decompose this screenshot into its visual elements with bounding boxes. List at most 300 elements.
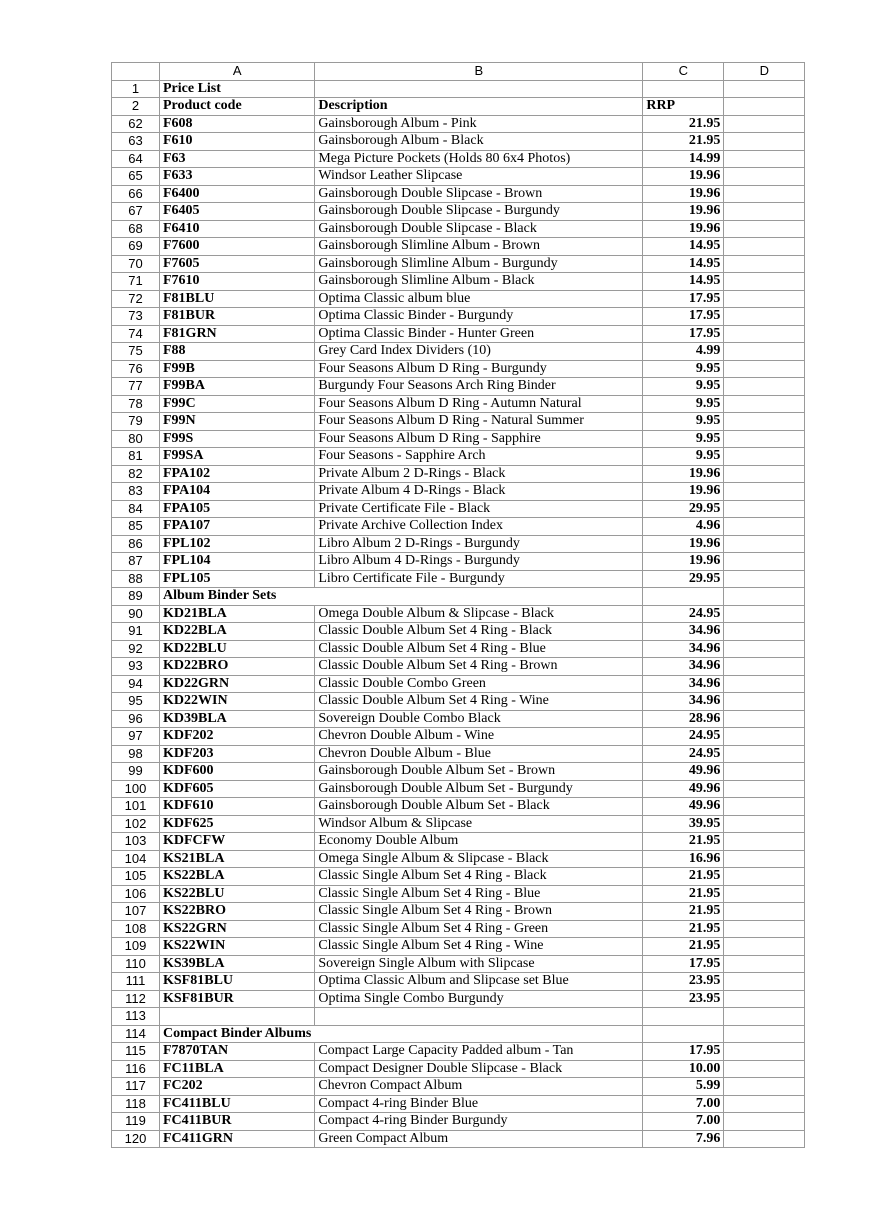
rrp-cell[interactable]: 19.96 bbox=[643, 203, 724, 221]
row-number[interactable]: 107 bbox=[112, 903, 160, 921]
product-code-cell[interactable]: F99B bbox=[160, 360, 315, 378]
product-code-cell[interactable]: F6405 bbox=[160, 203, 315, 221]
rrp-cell[interactable]: 49.96 bbox=[643, 780, 724, 798]
row-number[interactable]: 78 bbox=[112, 395, 160, 413]
product-code-cell[interactable]: KD39BLA bbox=[160, 710, 315, 728]
product-code-cell[interactable]: KDF600 bbox=[160, 763, 315, 781]
product-code-cell[interactable]: KS22BRO bbox=[160, 903, 315, 921]
row-number[interactable]: 119 bbox=[112, 1113, 160, 1131]
row-number[interactable]: 101 bbox=[112, 798, 160, 816]
product-code-cell[interactable]: F81BLU bbox=[160, 290, 315, 308]
product-code-cell[interactable]: F99SA bbox=[160, 448, 315, 466]
description-cell[interactable]: Chevron Double Album - Wine bbox=[315, 728, 643, 746]
product-code-cell[interactable]: FC411BUR bbox=[160, 1113, 315, 1131]
product-code-cell[interactable]: F99S bbox=[160, 430, 315, 448]
cell[interactable] bbox=[724, 168, 805, 186]
description-cell[interactable]: Omega Single Album & Slipcase - Black bbox=[315, 850, 643, 868]
row-number[interactable]: 66 bbox=[112, 185, 160, 203]
rrp-cell[interactable]: 34.96 bbox=[643, 623, 724, 641]
cell[interactable] bbox=[724, 903, 805, 921]
rrp-cell[interactable]: 24.95 bbox=[643, 745, 724, 763]
cell[interactable] bbox=[724, 378, 805, 396]
row-number[interactable]: 70 bbox=[112, 255, 160, 273]
cell[interactable] bbox=[724, 955, 805, 973]
product-code-cell[interactable]: F7605 bbox=[160, 255, 315, 273]
cell[interactable] bbox=[724, 920, 805, 938]
cell[interactable] bbox=[724, 185, 805, 203]
product-code-cell[interactable]: KS22WIN bbox=[160, 938, 315, 956]
cell[interactable] bbox=[724, 728, 805, 746]
cell[interactable] bbox=[724, 290, 805, 308]
row-number[interactable]: 82 bbox=[112, 465, 160, 483]
row-number[interactable]: 94 bbox=[112, 675, 160, 693]
cell[interactable] bbox=[724, 570, 805, 588]
cell[interactable] bbox=[724, 1008, 805, 1026]
description-cell[interactable]: Classic Single Album Set 4 Ring - Green bbox=[315, 920, 643, 938]
rrp-cell[interactable]: 39.95 bbox=[643, 815, 724, 833]
rrp-header[interactable]: RRP bbox=[643, 98, 724, 116]
cell[interactable] bbox=[724, 500, 805, 518]
row-number[interactable]: 2 bbox=[112, 98, 160, 116]
rrp-cell[interactable]: 28.96 bbox=[643, 710, 724, 728]
row-number[interactable]: 77 bbox=[112, 378, 160, 396]
cell[interactable] bbox=[724, 360, 805, 378]
description-cell[interactable]: Libro Album 2 D-Rings - Burgundy bbox=[315, 535, 643, 553]
row-number[interactable]: 114 bbox=[112, 1025, 160, 1043]
price-list-title[interactable]: Price List bbox=[160, 80, 315, 98]
description-cell[interactable]: Four Seasons Album D Ring - Sapphire bbox=[315, 430, 643, 448]
cell[interactable] bbox=[724, 710, 805, 728]
cell[interactable] bbox=[724, 238, 805, 256]
row-number[interactable]: 89 bbox=[112, 588, 160, 606]
description-cell[interactable]: Mega Picture Pockets (Holds 80 6x4 Photos) bbox=[315, 150, 643, 168]
cell[interactable] bbox=[315, 1025, 643, 1043]
cell[interactable] bbox=[724, 203, 805, 221]
product-code-cell[interactable]: KDF605 bbox=[160, 780, 315, 798]
rrp-cell[interactable]: 21.95 bbox=[643, 868, 724, 886]
description-cell[interactable]: Compact Designer Double Slipcase - Black bbox=[315, 1060, 643, 1078]
column-header-d[interactable]: D bbox=[724, 63, 805, 81]
product-code-cell[interactable]: FPL104 bbox=[160, 553, 315, 571]
column-header-a[interactable]: A bbox=[160, 63, 315, 81]
row-number[interactable]: 115 bbox=[112, 1043, 160, 1061]
product-code-cell[interactable]: KD22BLA bbox=[160, 623, 315, 641]
rrp-cell[interactable]: 34.96 bbox=[643, 640, 724, 658]
rrp-cell[interactable]: 7.96 bbox=[643, 1130, 724, 1148]
cell[interactable] bbox=[724, 850, 805, 868]
product-code-cell[interactable]: F99BA bbox=[160, 378, 315, 396]
rrp-cell[interactable]: 9.95 bbox=[643, 430, 724, 448]
cell[interactable] bbox=[724, 1060, 805, 1078]
cell[interactable] bbox=[724, 465, 805, 483]
description-cell[interactable]: Four Seasons - Sapphire Arch bbox=[315, 448, 643, 466]
row-number[interactable]: 76 bbox=[112, 360, 160, 378]
rrp-cell[interactable]: 10.00 bbox=[643, 1060, 724, 1078]
description-cell[interactable]: Classic Double Album Set 4 Ring - Blue bbox=[315, 640, 643, 658]
description-header[interactable]: Description bbox=[315, 98, 643, 116]
cell[interactable] bbox=[724, 1078, 805, 1096]
product-code-cell[interactable]: KDF625 bbox=[160, 815, 315, 833]
row-number[interactable]: 120 bbox=[112, 1130, 160, 1148]
description-cell[interactable]: Optima Classic Album and Slipcase set Blue bbox=[315, 973, 643, 991]
row-number[interactable]: 92 bbox=[112, 640, 160, 658]
description-cell[interactable]: Gainsborough Slimline Album - Burgundy bbox=[315, 255, 643, 273]
description-cell[interactable]: Classic Single Album Set 4 Ring - Black bbox=[315, 868, 643, 886]
rrp-cell[interactable]: 49.96 bbox=[643, 763, 724, 781]
column-header-b[interactable]: B bbox=[315, 63, 643, 81]
row-number[interactable]: 67 bbox=[112, 203, 160, 221]
description-cell[interactable]: Four Seasons Album D Ring - Autumn Natural bbox=[315, 395, 643, 413]
cell[interactable] bbox=[724, 395, 805, 413]
cell[interactable] bbox=[724, 133, 805, 151]
row-number[interactable]: 68 bbox=[112, 220, 160, 238]
product-code-cell[interactable]: FPL105 bbox=[160, 570, 315, 588]
cell[interactable] bbox=[724, 605, 805, 623]
row-number[interactable]: 62 bbox=[112, 115, 160, 133]
cell[interactable] bbox=[724, 588, 805, 606]
description-cell[interactable]: Classic Double Album Set 4 Ring - Brown bbox=[315, 658, 643, 676]
product-code-cell[interactable]: FC11BLA bbox=[160, 1060, 315, 1078]
product-code-cell[interactable]: F6400 bbox=[160, 185, 315, 203]
description-cell[interactable]: Gainsborough Album - Black bbox=[315, 133, 643, 151]
cell[interactable] bbox=[643, 80, 724, 98]
rrp-cell[interactable]: 9.95 bbox=[643, 413, 724, 431]
product-code-cell[interactable]: KDF202 bbox=[160, 728, 315, 746]
cell[interactable] bbox=[724, 763, 805, 781]
cell[interactable] bbox=[724, 80, 805, 98]
product-code-cell[interactable]: F6410 bbox=[160, 220, 315, 238]
product-code-cell[interactable]: KDF610 bbox=[160, 798, 315, 816]
row-number[interactable]: 90 bbox=[112, 605, 160, 623]
description-cell[interactable]: Classic Double Album Set 4 Ring - Black bbox=[315, 623, 643, 641]
row-number[interactable]: 113 bbox=[112, 1008, 160, 1026]
row-number[interactable]: 80 bbox=[112, 430, 160, 448]
description-cell[interactable]: Green Compact Album bbox=[315, 1130, 643, 1148]
row-number[interactable]: 118 bbox=[112, 1095, 160, 1113]
product-code-cell[interactable]: KD22BLU bbox=[160, 640, 315, 658]
description-cell[interactable]: Sovereign Double Combo Black bbox=[315, 710, 643, 728]
product-code-cell[interactable]: KD21BLA bbox=[160, 605, 315, 623]
row-number[interactable]: 108 bbox=[112, 920, 160, 938]
row-number[interactable]: 87 bbox=[112, 553, 160, 571]
row-number[interactable]: 116 bbox=[112, 1060, 160, 1078]
description-cell[interactable]: Gainsborough Slimline Album - Brown bbox=[315, 238, 643, 256]
cell[interactable] bbox=[724, 833, 805, 851]
product-code-cell[interactable]: KSF81BLU bbox=[160, 973, 315, 991]
rrp-cell[interactable]: 7.00 bbox=[643, 1113, 724, 1131]
row-number[interactable]: 71 bbox=[112, 273, 160, 291]
section-title[interactable]: Album Binder Sets bbox=[160, 588, 315, 606]
row-number[interactable]: 64 bbox=[112, 150, 160, 168]
row-number[interactable]: 84 bbox=[112, 500, 160, 518]
description-cell[interactable]: Optima Single Combo Burgundy bbox=[315, 990, 643, 1008]
product-code-cell[interactable]: KS39BLA bbox=[160, 955, 315, 973]
product-code-cell[interactable]: FC411BLU bbox=[160, 1095, 315, 1113]
product-code-cell[interactable]: F7600 bbox=[160, 238, 315, 256]
column-header-c[interactable]: C bbox=[643, 63, 724, 81]
cell[interactable] bbox=[724, 938, 805, 956]
rrp-cell[interactable]: 19.96 bbox=[643, 483, 724, 501]
rrp-cell[interactable]: 29.95 bbox=[643, 500, 724, 518]
cell[interactable] bbox=[724, 693, 805, 711]
product-code-header[interactable]: Product code bbox=[160, 98, 315, 116]
description-cell[interactable]: Optima Classic album blue bbox=[315, 290, 643, 308]
rrp-cell[interactable]: 21.95 bbox=[643, 903, 724, 921]
rrp-cell[interactable]: 4.99 bbox=[643, 343, 724, 361]
product-code-cell[interactable]: F7610 bbox=[160, 273, 315, 291]
description-cell[interactable]: Gainsborough Double Album Set - Black bbox=[315, 798, 643, 816]
rrp-cell[interactable]: 21.95 bbox=[643, 920, 724, 938]
corner-cell[interactable] bbox=[112, 63, 160, 81]
product-code-cell[interactable]: F88 bbox=[160, 343, 315, 361]
description-cell[interactable]: Optima Classic Binder - Burgundy bbox=[315, 308, 643, 326]
description-cell[interactable]: Grey Card Index Dividers (10) bbox=[315, 343, 643, 361]
cell[interactable] bbox=[724, 973, 805, 991]
cell[interactable] bbox=[315, 588, 643, 606]
description-cell[interactable]: Economy Double Album bbox=[315, 833, 643, 851]
row-number[interactable]: 93 bbox=[112, 658, 160, 676]
description-cell[interactable]: Libro Album 4 D-Rings - Burgundy bbox=[315, 553, 643, 571]
cell[interactable] bbox=[724, 868, 805, 886]
cell[interactable] bbox=[160, 1008, 315, 1026]
cell[interactable] bbox=[724, 1043, 805, 1061]
description-cell[interactable]: Gainsborough Double Slipcase - Brown bbox=[315, 185, 643, 203]
row-number[interactable]: 69 bbox=[112, 238, 160, 256]
cell[interactable] bbox=[724, 115, 805, 133]
cell[interactable] bbox=[724, 990, 805, 1008]
description-cell[interactable]: Gainsborough Album - Pink bbox=[315, 115, 643, 133]
product-code-cell[interactable]: F608 bbox=[160, 115, 315, 133]
row-number[interactable]: 85 bbox=[112, 518, 160, 536]
cell[interactable] bbox=[724, 885, 805, 903]
rrp-cell[interactable]: 21.95 bbox=[643, 885, 724, 903]
product-code-cell[interactable]: KS22BLA bbox=[160, 868, 315, 886]
cell[interactable] bbox=[724, 1130, 805, 1148]
product-code-cell[interactable]: F633 bbox=[160, 168, 315, 186]
cell[interactable] bbox=[724, 483, 805, 501]
row-number[interactable]: 112 bbox=[112, 990, 160, 1008]
rrp-cell[interactable]: 21.95 bbox=[643, 938, 724, 956]
rrp-cell[interactable]: 21.95 bbox=[643, 133, 724, 151]
row-number[interactable]: 88 bbox=[112, 570, 160, 588]
description-cell[interactable]: Private Album 2 D-Rings - Black bbox=[315, 465, 643, 483]
rrp-cell[interactable]: 24.95 bbox=[643, 605, 724, 623]
description-cell[interactable]: Classic Single Album Set 4 Ring - Wine bbox=[315, 938, 643, 956]
product-code-cell[interactable]: FPA107 bbox=[160, 518, 315, 536]
rrp-cell[interactable]: 17.95 bbox=[643, 308, 724, 326]
rrp-cell[interactable]: 16.96 bbox=[643, 850, 724, 868]
row-number[interactable]: 100 bbox=[112, 780, 160, 798]
rrp-cell[interactable]: 29.95 bbox=[643, 570, 724, 588]
row-number[interactable]: 98 bbox=[112, 745, 160, 763]
row-number[interactable]: 110 bbox=[112, 955, 160, 973]
cell[interactable] bbox=[724, 220, 805, 238]
description-cell[interactable]: Gainsborough Double Slipcase - Burgundy bbox=[315, 203, 643, 221]
product-code-cell[interactable]: KD22BRO bbox=[160, 658, 315, 676]
rrp-cell[interactable]: 9.95 bbox=[643, 378, 724, 396]
cell[interactable] bbox=[724, 98, 805, 116]
rrp-cell[interactable]: 4.96 bbox=[643, 518, 724, 536]
description-cell[interactable]: Libro Certificate File - Burgundy bbox=[315, 570, 643, 588]
rrp-cell[interactable]: 23.95 bbox=[643, 990, 724, 1008]
cell[interactable] bbox=[724, 430, 805, 448]
rrp-cell[interactable]: 34.96 bbox=[643, 658, 724, 676]
product-code-cell[interactable]: F99C bbox=[160, 395, 315, 413]
cell[interactable] bbox=[724, 1025, 805, 1043]
description-cell[interactable]: Classic Single Album Set 4 Ring - Blue bbox=[315, 885, 643, 903]
product-code-cell[interactable]: F99N bbox=[160, 413, 315, 431]
row-number[interactable]: 106 bbox=[112, 885, 160, 903]
cell[interactable] bbox=[724, 623, 805, 641]
description-cell[interactable]: Classic Single Album Set 4 Ring - Brown bbox=[315, 903, 643, 921]
row-number[interactable]: 103 bbox=[112, 833, 160, 851]
row-number[interactable]: 91 bbox=[112, 623, 160, 641]
cell[interactable] bbox=[315, 80, 643, 98]
description-cell[interactable]: Chevron Compact Album bbox=[315, 1078, 643, 1096]
rrp-cell[interactable]: 21.95 bbox=[643, 833, 724, 851]
row-number[interactable]: 117 bbox=[112, 1078, 160, 1096]
description-cell[interactable]: Classic Double Combo Green bbox=[315, 675, 643, 693]
product-code-cell[interactable]: FC411GRN bbox=[160, 1130, 315, 1148]
cell[interactable] bbox=[724, 518, 805, 536]
cell[interactable] bbox=[724, 798, 805, 816]
product-code-cell[interactable]: KD22WIN bbox=[160, 693, 315, 711]
description-cell[interactable]: Private Certificate File - Black bbox=[315, 500, 643, 518]
product-code-cell[interactable]: F81BUR bbox=[160, 308, 315, 326]
product-code-cell[interactable]: FPA105 bbox=[160, 500, 315, 518]
cell[interactable] bbox=[724, 658, 805, 676]
rrp-cell[interactable]: 19.96 bbox=[643, 185, 724, 203]
product-code-cell[interactable]: KDF203 bbox=[160, 745, 315, 763]
product-code-cell[interactable]: KSF81BUR bbox=[160, 990, 315, 1008]
cell[interactable] bbox=[724, 675, 805, 693]
cell[interactable] bbox=[643, 1025, 724, 1043]
rrp-cell[interactable]: 7.00 bbox=[643, 1095, 724, 1113]
description-cell[interactable]: Chevron Double Album - Blue bbox=[315, 745, 643, 763]
row-number[interactable]: 83 bbox=[112, 483, 160, 501]
row-number[interactable]: 105 bbox=[112, 868, 160, 886]
rrp-cell[interactable]: 17.95 bbox=[643, 955, 724, 973]
product-code-cell[interactable]: F610 bbox=[160, 133, 315, 151]
cell[interactable] bbox=[724, 150, 805, 168]
product-code-cell[interactable]: F81GRN bbox=[160, 325, 315, 343]
description-cell[interactable]: Compact 4-ring Binder Blue bbox=[315, 1095, 643, 1113]
row-number[interactable]: 102 bbox=[112, 815, 160, 833]
rrp-cell[interactable]: 24.95 bbox=[643, 728, 724, 746]
cell[interactable] bbox=[643, 588, 724, 606]
row-number[interactable]: 65 bbox=[112, 168, 160, 186]
description-cell[interactable]: Optima Classic Binder - Hunter Green bbox=[315, 325, 643, 343]
description-cell[interactable]: Private Album 4 D-Rings - Black bbox=[315, 483, 643, 501]
product-code-cell[interactable]: KS22GRN bbox=[160, 920, 315, 938]
row-number[interactable]: 111 bbox=[112, 973, 160, 991]
row-number[interactable]: 81 bbox=[112, 448, 160, 466]
description-cell[interactable]: Gainsborough Double Album Set - Burgundy bbox=[315, 780, 643, 798]
rrp-cell[interactable]: 19.96 bbox=[643, 220, 724, 238]
cell[interactable] bbox=[724, 273, 805, 291]
product-code-cell[interactable]: KS21BLA bbox=[160, 850, 315, 868]
row-number[interactable]: 63 bbox=[112, 133, 160, 151]
rrp-cell[interactable]: 17.95 bbox=[643, 1043, 724, 1061]
product-code-cell[interactable]: FPL102 bbox=[160, 535, 315, 553]
rrp-cell[interactable]: 17.95 bbox=[643, 290, 724, 308]
description-cell[interactable]: Windsor Leather Slipcase bbox=[315, 168, 643, 186]
description-cell[interactable]: Omega Double Album & Slipcase - Black bbox=[315, 605, 643, 623]
section-title[interactable]: Compact Binder Albums bbox=[160, 1025, 315, 1043]
rrp-cell[interactable]: 14.95 bbox=[643, 273, 724, 291]
cell[interactable] bbox=[724, 640, 805, 658]
row-number[interactable]: 104 bbox=[112, 850, 160, 868]
rrp-cell[interactable]: 14.99 bbox=[643, 150, 724, 168]
row-number[interactable]: 86 bbox=[112, 535, 160, 553]
cell[interactable] bbox=[724, 255, 805, 273]
rrp-cell[interactable]: 9.95 bbox=[643, 395, 724, 413]
row-number[interactable]: 79 bbox=[112, 413, 160, 431]
row-number[interactable]: 1 bbox=[112, 80, 160, 98]
description-cell[interactable]: Gainsborough Double Slipcase - Black bbox=[315, 220, 643, 238]
product-code-cell[interactable]: KS22BLU bbox=[160, 885, 315, 903]
row-number[interactable]: 97 bbox=[112, 728, 160, 746]
row-number[interactable]: 75 bbox=[112, 343, 160, 361]
row-number[interactable]: 95 bbox=[112, 693, 160, 711]
cell[interactable] bbox=[724, 553, 805, 571]
rrp-cell[interactable]: 9.95 bbox=[643, 360, 724, 378]
cell[interactable] bbox=[724, 413, 805, 431]
description-cell[interactable]: Four Seasons Album D Ring - Burgundy bbox=[315, 360, 643, 378]
cell[interactable] bbox=[724, 780, 805, 798]
description-cell[interactable]: Sovereign Single Album with Slipcase bbox=[315, 955, 643, 973]
description-cell[interactable]: Windsor Album & Slipcase bbox=[315, 815, 643, 833]
rrp-cell[interactable]: 21.95 bbox=[643, 115, 724, 133]
row-number[interactable]: 74 bbox=[112, 325, 160, 343]
rrp-cell[interactable]: 49.96 bbox=[643, 798, 724, 816]
rrp-cell[interactable]: 14.95 bbox=[643, 238, 724, 256]
product-code-cell[interactable]: FC202 bbox=[160, 1078, 315, 1096]
cell[interactable] bbox=[643, 1008, 724, 1026]
cell[interactable] bbox=[724, 343, 805, 361]
rrp-cell[interactable]: 34.96 bbox=[643, 675, 724, 693]
row-number[interactable]: 72 bbox=[112, 290, 160, 308]
rrp-cell[interactable]: 19.96 bbox=[643, 535, 724, 553]
rrp-cell[interactable]: 19.96 bbox=[643, 168, 724, 186]
description-cell[interactable]: Compact 4-ring Binder Burgundy bbox=[315, 1113, 643, 1131]
description-cell[interactable]: Gainsborough Slimline Album - Black bbox=[315, 273, 643, 291]
description-cell[interactable]: Burgundy Four Seasons Arch Ring Binder bbox=[315, 378, 643, 396]
description-cell[interactable]: Compact Large Capacity Padded album - Tan bbox=[315, 1043, 643, 1061]
description-cell[interactable]: Classic Double Album Set 4 Ring - Wine bbox=[315, 693, 643, 711]
rrp-cell[interactable]: 9.95 bbox=[643, 448, 724, 466]
cell[interactable] bbox=[724, 1095, 805, 1113]
row-number[interactable]: 109 bbox=[112, 938, 160, 956]
description-cell[interactable]: Four Seasons Album D Ring - Natural Summer bbox=[315, 413, 643, 431]
product-code-cell[interactable]: F7870TAN bbox=[160, 1043, 315, 1061]
cell[interactable] bbox=[724, 535, 805, 553]
cell[interactable] bbox=[724, 815, 805, 833]
product-code-cell[interactable]: FPA102 bbox=[160, 465, 315, 483]
cell[interactable] bbox=[724, 448, 805, 466]
rrp-cell[interactable]: 34.96 bbox=[643, 693, 724, 711]
cell[interactable] bbox=[315, 1008, 643, 1026]
product-code-cell[interactable]: KD22GRN bbox=[160, 675, 315, 693]
product-code-cell[interactable]: F63 bbox=[160, 150, 315, 168]
rrp-cell[interactable]: 17.95 bbox=[643, 325, 724, 343]
cell[interactable] bbox=[724, 308, 805, 326]
description-cell[interactable]: Private Archive Collection Index bbox=[315, 518, 643, 536]
rrp-cell[interactable]: 14.95 bbox=[643, 255, 724, 273]
cell[interactable] bbox=[724, 1113, 805, 1131]
rrp-cell[interactable]: 23.95 bbox=[643, 973, 724, 991]
product-code-cell[interactable]: KDFCFW bbox=[160, 833, 315, 851]
